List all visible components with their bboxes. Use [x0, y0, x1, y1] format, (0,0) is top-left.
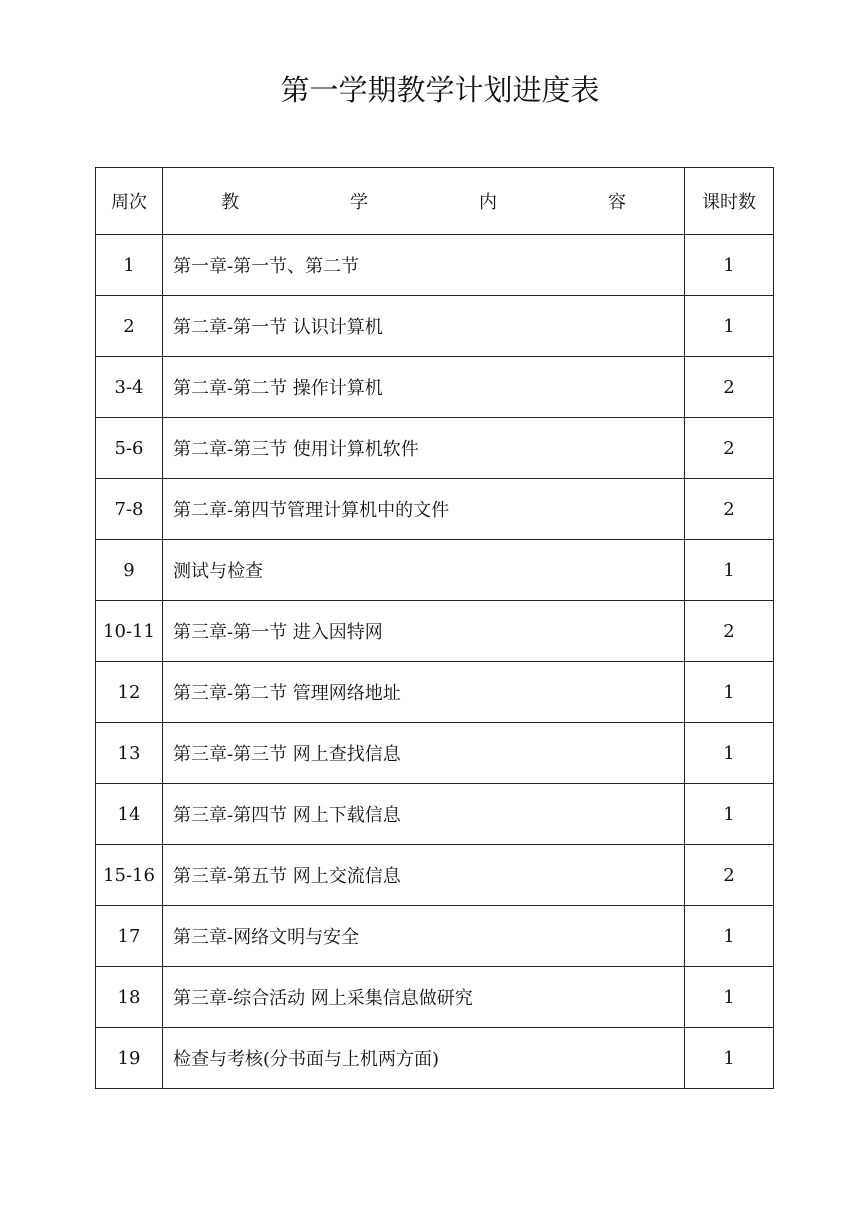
- content-cell: 第二章-第四节管理计算机中的文件: [163, 479, 685, 540]
- table-row: [96, 906, 774, 967]
- hours-cell: 1: [685, 723, 774, 784]
- table-row: [96, 967, 774, 1028]
- table-row: [96, 845, 774, 906]
- hours-cell: 2: [685, 845, 774, 906]
- content-cell: 第三章-第二节 管理网络地址: [163, 662, 685, 723]
- teaching-plan-table: [95, 167, 774, 1089]
- hours-cell: 1: [685, 235, 774, 296]
- week-cell: 17: [96, 906, 163, 967]
- header-week: 周次: [96, 168, 163, 235]
- hours-cell: 1: [685, 662, 774, 723]
- table-row: [96, 357, 774, 418]
- week-cell: 5-6: [96, 418, 163, 479]
- table-row: [96, 479, 774, 540]
- content-cell: 第三章-网络文明与安全: [163, 906, 685, 967]
- hours-cell: 2: [685, 418, 774, 479]
- hours-cell: 1: [685, 967, 774, 1028]
- content-cell: 第一章-第一节、第二节: [163, 235, 685, 296]
- week-cell: 13: [96, 723, 163, 784]
- content-cell: 第三章-第五节 网上交流信息: [163, 845, 685, 906]
- week-cell: 1: [96, 235, 163, 296]
- header-content-char: 学: [350, 192, 368, 213]
- table-row: [96, 418, 774, 479]
- content-cell: 测试与检查: [163, 540, 685, 601]
- table-row: [96, 540, 774, 601]
- hours-cell: 1: [685, 1028, 774, 1089]
- hours-cell: 1: [685, 296, 774, 357]
- hours-cell: 1: [685, 540, 774, 601]
- table-row: [96, 723, 774, 784]
- table-row: [96, 296, 774, 357]
- content-cell: 第二章-第三节 使用计算机软件: [163, 418, 685, 479]
- table-row: [96, 235, 774, 296]
- content-cell: 第二章-第二节 操作计算机: [163, 357, 685, 418]
- content-cell: 检查与考核(分书面与上机两方面): [163, 1028, 685, 1089]
- hours-cell: 1: [685, 784, 774, 845]
- header-content-char: 容: [608, 192, 626, 213]
- table-row: [96, 1028, 774, 1089]
- week-cell: 10-11: [96, 601, 163, 662]
- week-cell: 7-8: [96, 479, 163, 540]
- week-cell: 14: [96, 784, 163, 845]
- header-content: [163, 168, 685, 235]
- table-row: [96, 601, 774, 662]
- week-cell: 3-4: [96, 357, 163, 418]
- content-cell: 第三章-第一节 进入因特网: [163, 601, 685, 662]
- week-cell: 9: [96, 540, 163, 601]
- page-title: 第一学期教学计划进度表: [280, 73, 600, 107]
- hours-cell: 1: [685, 906, 774, 967]
- table-row: [96, 662, 774, 723]
- hours-cell: 2: [685, 479, 774, 540]
- content-cell: 第三章-第三节 网上查找信息: [163, 723, 685, 784]
- header-content-char: 教: [221, 192, 239, 213]
- hours-cell: 2: [685, 601, 774, 662]
- week-cell: 2: [96, 296, 163, 357]
- table-row: [96, 784, 774, 845]
- content-cell: 第三章-综合活动 网上采集信息做研究: [163, 967, 685, 1028]
- week-cell: 15-16: [96, 845, 163, 906]
- week-cell: 19: [96, 1028, 163, 1089]
- hours-cell: 2: [685, 357, 774, 418]
- content-cell: 第二章-第一节 认识计算机: [163, 296, 685, 357]
- header-hours: 课时数: [685, 168, 774, 235]
- week-cell: 18: [96, 967, 163, 1028]
- week-cell: 12: [96, 662, 163, 723]
- header-content-char: 内: [479, 192, 497, 213]
- content-cell: 第三章-第四节 网上下载信息: [163, 784, 685, 845]
- table-header-row: [96, 168, 774, 235]
